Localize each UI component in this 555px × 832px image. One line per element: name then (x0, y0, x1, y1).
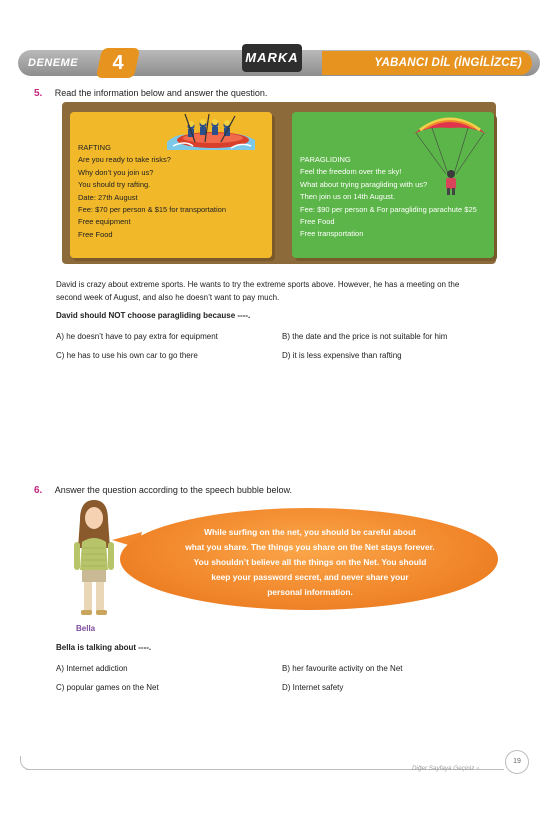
bubble-line: personal information. (267, 587, 353, 597)
bubble-line: You shouldn’t believe all the things on the Net. You should (193, 557, 427, 567)
chevron-right-icon: » (476, 765, 480, 772)
bubble-line: keep your password secret, and never share your (211, 572, 409, 582)
option-c[interactable]: C) popular games on the Net (56, 683, 159, 692)
passage-line: second week of August, and also he doesn’t want to pay much. (56, 292, 280, 302)
question-5-block (34, 83, 267, 101)
option-a[interactable]: A) Internet addiction (56, 664, 128, 673)
passage-line: David is crazy about extreme sports. He wants to try the extreme sports above. However, he has a meeting on the (56, 280, 460, 289)
page-number: 19 (505, 750, 529, 774)
rafting-card (70, 112, 272, 258)
option-d[interactable]: D) it is less expensive than rafting (282, 351, 402, 360)
rafting-fee: Fee: $70 per person & $15 for transportation (78, 205, 227, 215)
bubble-line: what you share. The things you share on the Net stays forever. (185, 542, 435, 552)
question-5-stem: David should NOT choose paragliding because ----. (56, 311, 251, 320)
rafting-text (78, 142, 226, 241)
rafting-line: Free equipment (78, 217, 131, 227)
question-number: 6. (34, 485, 43, 496)
question-prompt: Answer the question according to the speech bubble below. (54, 485, 292, 495)
subject-title: YABANCI DİL (İNGİLİZCE) (374, 57, 522, 69)
paragliding-line: What about trying paragliding with us? (300, 179, 428, 189)
question-prompt: Read the information below and answer the question. (54, 88, 268, 98)
test-number: 4 (112, 52, 124, 74)
girl-illustration-icon (64, 498, 124, 622)
rafting-line: Are you ready to take risks? (78, 155, 171, 165)
option-b[interactable]: B) her favourite activity on the Net (282, 664, 403, 673)
option-a[interactable]: A) he doesn’t have to pay extra for equipment (56, 332, 218, 341)
question-6-stem: Bella is talking about ----. (56, 643, 152, 652)
paragliding-line: Feel the freedom over the sky! (300, 167, 402, 177)
question-6-block (34, 480, 292, 498)
rafting-line: Free Food (78, 229, 113, 239)
paragliding-title: PARAGLIDING (300, 155, 351, 164)
rafting-title: RAFTING (78, 143, 111, 152)
option-d[interactable]: D) Internet safety (282, 683, 344, 692)
speaker-name: Bella (76, 624, 96, 633)
option-c[interactable]: C) he has to use his own car to go there (56, 351, 198, 360)
rafting-date: Date: 27th August (78, 192, 138, 202)
rafting-line: Why don’t you join us? (78, 167, 154, 177)
paragliding-text (300, 154, 477, 241)
next-page-label: Diğer Sayfaya Geçiniz (412, 765, 475, 772)
bubble-line: While surfing on the net, you should be careful about (204, 527, 416, 537)
rafting-line: You should try rafting. (78, 180, 151, 190)
next-page-note (412, 765, 480, 772)
header-left-label: DENEME (28, 57, 79, 69)
paragliding-line: Free transportation (300, 229, 364, 239)
paragliding-date: Then join us on 14th August. (300, 192, 396, 202)
passage (56, 279, 526, 304)
paragliding-fee: Fee: $90 per person & For paragliding parachute $25 (300, 204, 477, 214)
option-b[interactable]: B) the date and the price is not suitable for him (282, 332, 448, 341)
paragliding-line: Free Food (300, 217, 335, 227)
logo-text: MARKA (245, 50, 299, 65)
speech-bubble-text (160, 525, 460, 600)
question-number: 5. (34, 88, 43, 99)
paragliding-card (292, 112, 494, 258)
